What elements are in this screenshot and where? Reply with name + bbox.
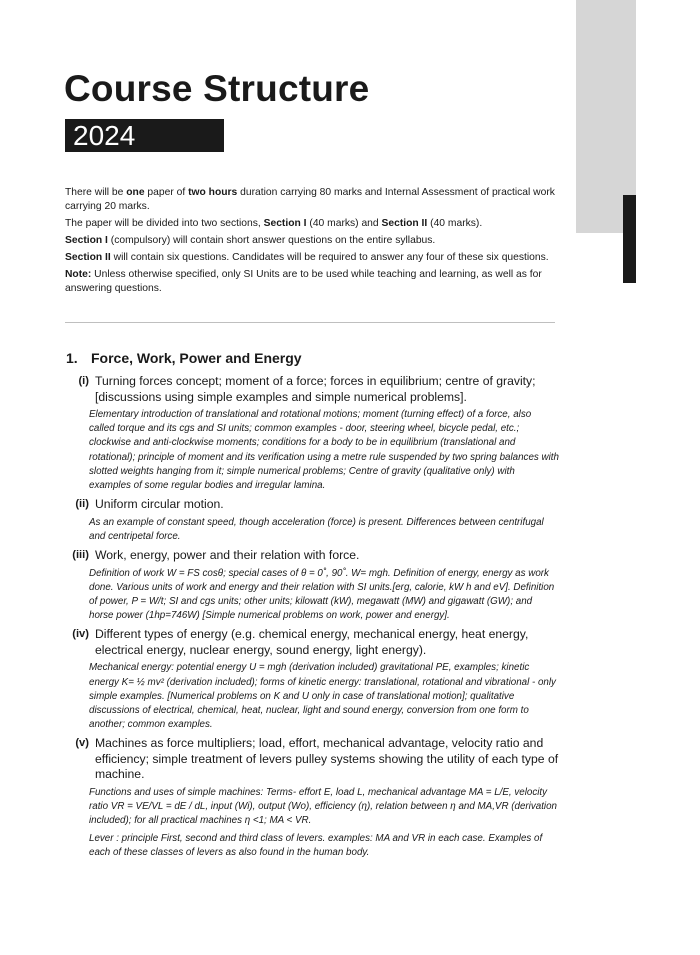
topic-numeral: (iii) xyxy=(72,549,89,562)
topic-title: Machines as force multipliers; load, effort, mechanical advantage, velocity ratio and efficiency; simple treatment of levers pulley systems showing the utility of each type of machine. xyxy=(95,736,559,782)
topic-item xyxy=(64,374,559,493)
topic-item xyxy=(64,497,559,544)
description-paragraph: Definition of work W = FS cosθ; special cases of θ = 0˚, 90˚. W= mgh. Definition of energy, energy as work done. Various units of work and energy and their relation with SI units.[erg, calorie, kW h and eV]. Definition of power, P = W/t; SI and cgs units; other units; kilowatt (kW), megawatt (MW) and gigawatt (GW); and horse power (1hp=746W) [Simple numerical problems on work, power and energy]. xyxy=(89,567,555,622)
topic-item xyxy=(64,627,559,732)
section-title: Force, Work, Power and Energy xyxy=(91,350,302,366)
description-paragraph: As an example of constant speed, though acceleration (force) is present. Differences between centrifugal and centripetal force. xyxy=(89,516,544,542)
topic-numeral: (iv) xyxy=(72,628,89,641)
topic-title: Different types of energy (e.g. chemical energy, mechanical energy, heat energy, electrical energy, nuclear energy, sound energy, light energy). xyxy=(95,627,529,657)
bold-term: Section I xyxy=(263,218,307,229)
topic-description xyxy=(89,661,559,732)
bold-term: Section II xyxy=(381,218,428,229)
description-paragraph: Mechanical energy: potential energy U = mgh (derivation included) gravitational PE, examples; kinetic energy K= ½ mv² (derivation included); forms of kinetic energy: translational, rotational and vibrational - only simple examples. [Numerical problems on K and U only in case of translational motion]; qualitative discussions of electrical, chemical, heat, nuclear, light and sound energy, conversion from one form to another; common examples. xyxy=(89,662,556,731)
bold-term: Section II xyxy=(65,252,111,263)
section-number: 1. xyxy=(66,350,78,366)
intro-paragraph: Section I (compulsory) will contain short answer questions on the entire syllabus. xyxy=(65,235,436,246)
year-label: 2024 xyxy=(65,119,224,152)
topic-description xyxy=(89,786,559,860)
intro-paragraph: Note: Unless otherwise specified, only SI Units are to be used while teaching and learning, as well as for answering questions. xyxy=(65,269,542,294)
intro-paragraph: The paper will be divided into two sections, Section I (40 marks) and Section II (40 marks). xyxy=(65,218,483,229)
topic-numeral: (ii) xyxy=(75,498,89,511)
topic-numeral: (v) xyxy=(75,737,89,750)
intro-paragraph: There will be one paper of two hours duration carrying 80 marks and Internal Assessment of practical work carrying 20 marks. xyxy=(65,187,555,212)
topic-description xyxy=(89,516,559,544)
bold-term: two hours xyxy=(188,187,238,198)
topic-numeral: (i) xyxy=(78,375,89,387)
description-paragraph: Lever : principle First, second and third class of levers. examples: MA and VR in each case. Examples of each of these classes of levers as also found in the human body. xyxy=(89,832,543,858)
section-heading xyxy=(66,350,302,366)
topic-title: Turning forces concept; moment of a force; forces in equilibrium; centre of gravity; [discussions using simple examples and simple numerical problems]. xyxy=(95,374,536,404)
description-paragraph: Functions and uses of simple machines: Terms- effort E, load L, mechanical advantage MA = L/E, velocity ratio VR = VE/VL = dE / dL, input (Wi), output (Wo), efficiency (η), relation between η and MA,VR (derivation included); for all practical machines η <1; MA < VR. xyxy=(89,786,558,827)
topic-item xyxy=(64,548,559,623)
bold-term: one xyxy=(126,187,145,198)
bold-term: Section I xyxy=(65,235,108,246)
topic-list xyxy=(64,374,559,864)
topic-title: Work, energy, power and their relation with force. xyxy=(95,548,360,563)
intro-text xyxy=(65,186,555,299)
divider xyxy=(65,322,555,323)
description-paragraph: Elementary introduction of translational and rotational motions; moment (turning effect) of a force, also called torque and its cgs and SI units; common examples - door, steering wheel, bicycle pedal, etc.; clockwise and anti-clockwise moments; conditions for a body to be in equilibrium (translational and rotational); principle of moment and its verification using a metre rule suspended by two spring balances with slotted weights hanging from it; simple numerical problems; Centre of gravity (qualitative only) with examples of some regular bodies and irregular lamina. xyxy=(89,409,559,492)
topic-description xyxy=(89,567,559,624)
intro-paragraph: Section II will contain six questions. Candidates will be required to answer any four of these six questions. xyxy=(65,252,549,263)
bold-term: Note: xyxy=(65,269,92,280)
topic-description xyxy=(89,408,559,493)
page-title: Course Structure xyxy=(64,68,370,109)
topic-title: Uniform circular motion. xyxy=(95,497,224,512)
side-tab-marker xyxy=(623,195,636,283)
topic-item xyxy=(64,736,559,860)
